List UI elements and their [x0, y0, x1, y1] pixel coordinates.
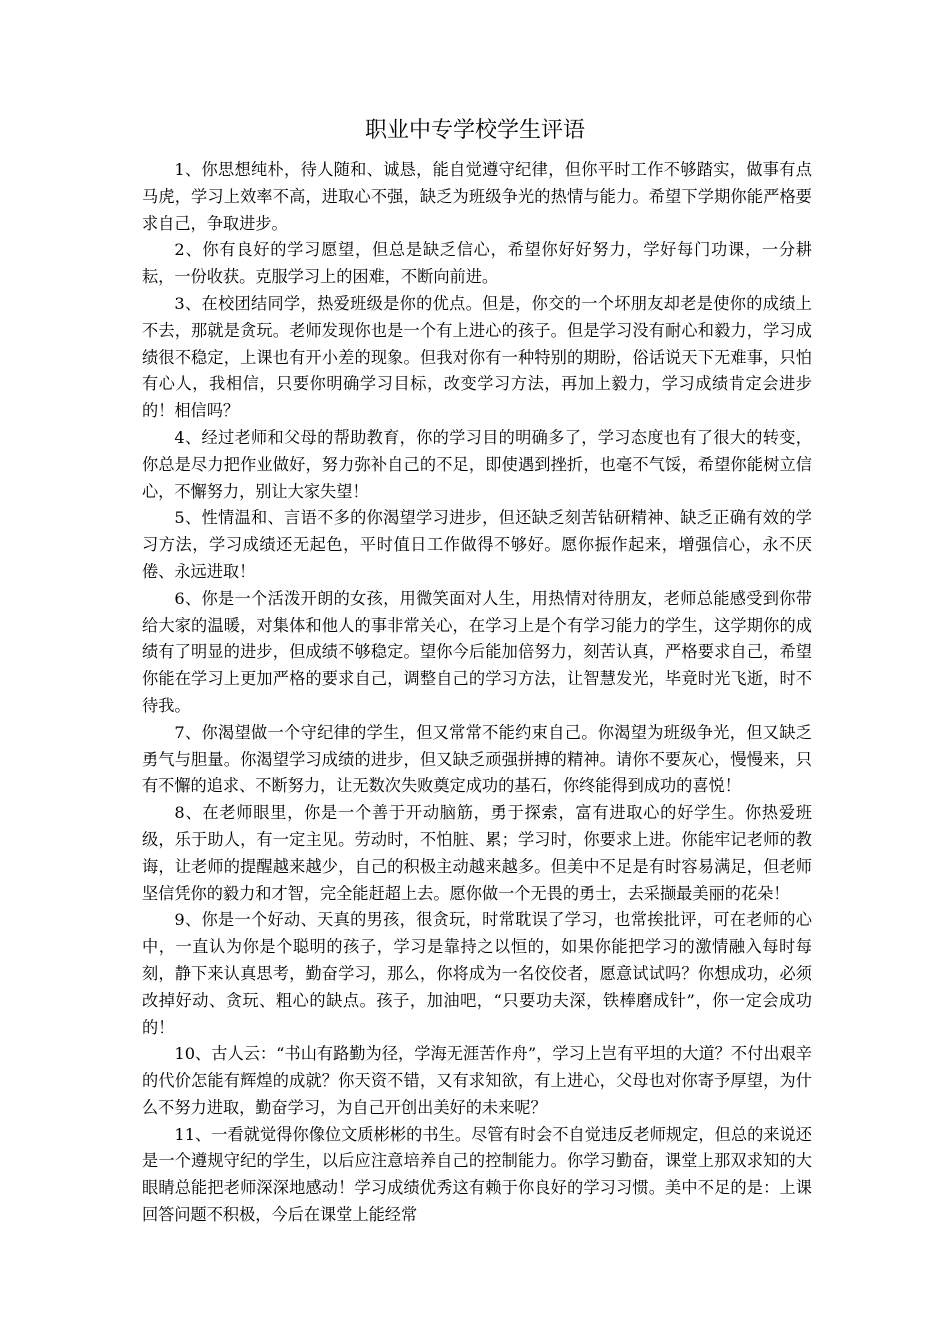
comment-paragraph: 5、性情温和、言语不多的你渴望学习进步，但还缺乏刻苦钻研精神、缺乏正确有效的学习方法，学习成绩还无起色，平时值日工作做得不够好。愿你振作起来，增强信心，永不厌倦、永远进取！: [142, 508, 812, 581]
comment-paragraph: 3、在校团结同学，热爱班级是你的优点。但是，你交的一个坏朋友却老是使你的成绩上不去，那就是贪玩。老师发现你也是一个有上进心的孩子。但是学习没有耐心和毅力，学习成绩很不稳定，上课也有开小差的现象。但我对你有一种特别的期盼，俗话说天下无难事，只怕有心人，我相信，只要你明确学习目标，改变学习方法，再加上毅力，学习成绩肯定会进步的！相信吗？: [142, 293, 812, 421]
comment-paragraph: 10、古人云：“书山有路勤为径，学海无涯苦作舟”，学习上岂有平坦的大道？不付出艰辛的代价怎能有辉煌的成就？你天资不错，又有求知欲，有上进心，父母也对你寄予厚望，为什么不努力进取，勤奋学习，为自己开创出美好的未来呢？: [142, 1044, 812, 1117]
comment-paragraph: 7、你渴望做一个守纪律的学生，但又常常不能约束自己。你渴望为班级争光，但又缺乏勇气与胆量。你渴望学习成绩的进步，但又缺乏顽强拼搏的精神。请你不要灰心，慢慢来，只有不懈的追求、不断努力，让无数次失败奠定成功的基石，你终能得到成功的喜悦！: [142, 722, 812, 796]
comment-paragraph: 1、你思想纯朴，待人随和、诚恳，能自觉遵守纪律，但你平时工作不够踏实，做事有点马虎，学习上效率不高，进取心不强，缺乏为班级争光的热情与能力。希望下学期你能严格要求自己，争取进步。: [142, 160, 812, 233]
comment-paragraph: 11、一看就觉得你像位文质彬彬的书生。尽管有时会不自觉违反老师规定，但总的来说还是一个遵规守纪的学生，以后应注意培养自己的控制能力。你学习勤奋，课堂上那双求知的大眼睛总能把老师深深地感动！学习成绩优秀这有赖于你良好的学习习惯。美中不足的是：上课回答问题不积极，今后在课堂上能经常: [142, 1124, 812, 1225]
comment-paragraph: 2、你有良好的学习愿望，但总是缺乏信心，希望你好好努力，学好每门功课，一分耕耘，一份收获。克服学习上的困难，不断向前进。: [142, 240, 812, 287]
document-body: [142, 157, 812, 1229]
comment-paragraph: 9、你是一个好动、天真的男孩，很贪玩，时常耽误了学习，也常挨批评，可在老师的心中，一直认为你是个聪明的孩子，学习是靠持之以恒的，如果你能把学习的激情融入每时每刻，静下来认真思考，勤奋学习，那么，你将成为一名佼佼者，愿意试试吗？你想成功，必须改掉好动、贪玩、粗心的缺点。孩子，加油吧，“只要功夫深，铁棒磨成针”，你一定会成功的！: [142, 910, 812, 1037]
comment-paragraph: 8、在老师眼里，你是一个善于开动脑筋，勇于探索，富有进取心的好学生。你热爱班级，乐于助人，有一定主见。劳动时，不怕脏、累；学习时，你要求上进。你能牢记老师的教诲，让老师的提醒越来越少，自己的积极主动越来越多。但美中不足是有时容易满足，但老师坚信凭你的毅力和才智，完全能赶超上去。愿你做一个无畏的勇士，去采撷最美丽的花朵！: [142, 803, 812, 903]
comment-paragraph: 4、经过老师和父母的帮助教育，你的学习目的明确多了，学习态度也有了很大的转变，你总是尽力把作业做好，努力弥补自己的不足，即使遇到挫折，也毫不气馁，希望你能树立信心，不懈努力，别让大家失望！: [142, 427, 812, 501]
comment-paragraph: 6、你是一个活泼开朗的女孩，用微笑面对人生，用热情对待朋友，老师总能感受到你带给大家的温暖，对集体和他人的事非常关心，在学习上是个有学习能力的学生，这学期你的成绩有了明显的进步，但成绩不够稳定。望你今后能加倍努力，刻苦认真，严格要求自己，希望你能在学习上更加严格的要求自己，调整自己的学习方法，让智慧发光，毕竟时光飞逝，时不待我。: [142, 588, 812, 715]
document-title: 职业中专学校学生评语: [364, 118, 585, 143]
